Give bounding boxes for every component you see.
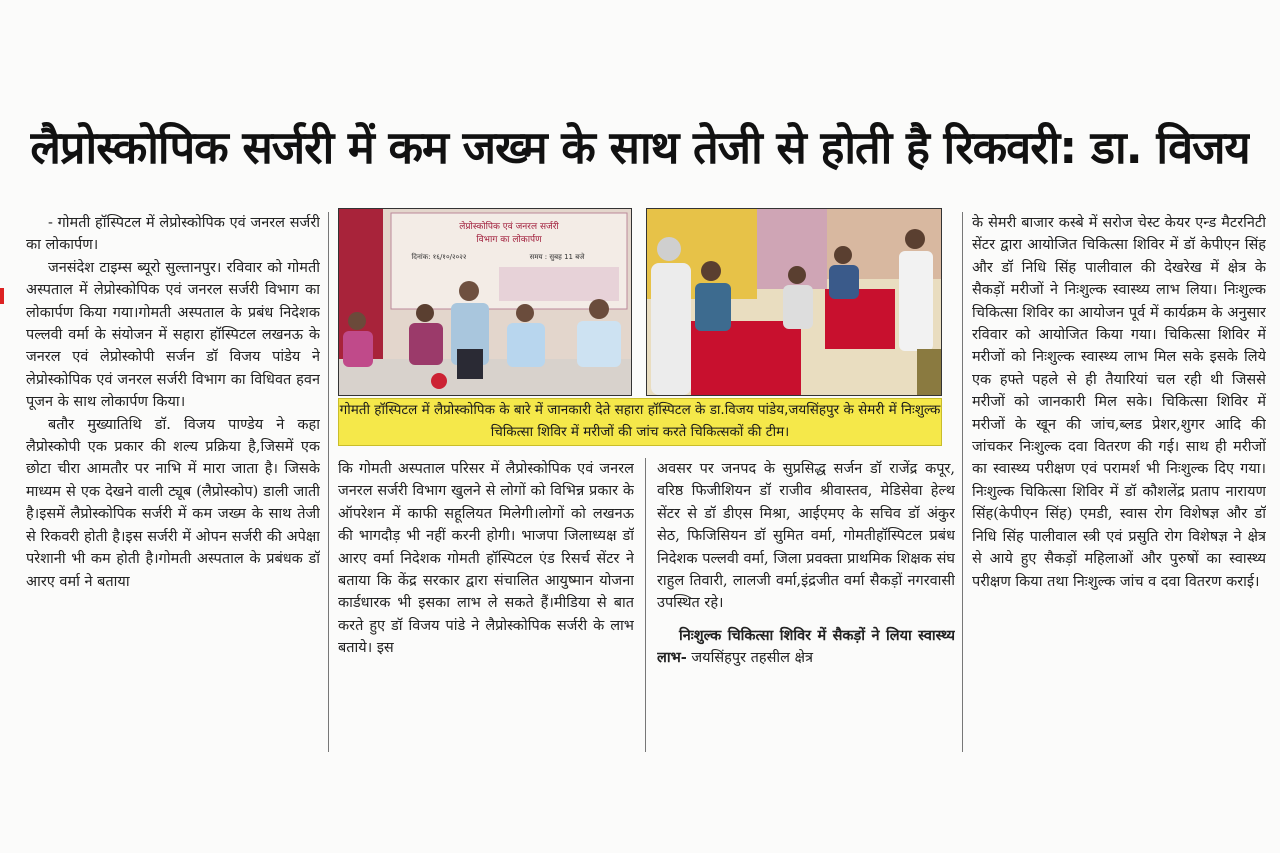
article-column-2 (338, 458, 634, 752)
banner-text: दिनांक: १६/१०/२०२२ (411, 253, 467, 261)
article-text: जयसिंहपुर तहसील क्षेत्र (686, 650, 813, 667)
table-cover-shape (691, 321, 801, 395)
column-divider (328, 212, 329, 752)
inauguration-photo-drawing (339, 209, 631, 395)
health-camp-photo (646, 208, 942, 396)
article-paragraph: के सेमरी बाजार कस्बे में सरोज चेस्ट केयर एन्ड मैटरनिटी सेंटर द्वारा आयोजित चिकित्सा शिविर में डॉ केपीएन सिंह और डॉ निधि सिंह पालीवाल की देखरेख में क्षेत्र के सैकड़ों मरीजों ने निःशुल्क स्वास्थ्य लाभ लिया। निःशुल्क चिकित्सा शिविर का आयोजन पूर्व में कार्यक्रम के अनुसार रविवार को आयोजित किया गया। चिकित्सा शिविर में मरीजों को निःशुल्क स्वास्थ्य लाभ मिल सके इसके लिये एक हफ्ते पहले से ही तैयारियां चल रही थी जिससे मरीजों को जानकारी मिल सके। चिकित्सा शिविर में मरीजों के खून की जांच,ब्लड प्रेशर,शुगर आदि की जांचकर निःशुल्क दवा वितरण की गई। साथ ही मरीजों का स्वास्थ्य परीक्षण एवं परामर्श भी निःशुल्क दिए गया।निःशुल्क चिकित्सा शिविर में डॉ कौशलेंद्र प्रताप नारायण सिंह(केपीएन सिंह) एमडी, स्वास रोग विशेषज्ञ और डॉ निधि सिंह पालीवाल स्त्री एवं प्रसुति रोग विशेषज्ञ ने क्षेत्र से आये हुए सैकड़ों महिलाओं और पुरुषों का स्वास्थ्य परीक्षण किया तथा निःशुल्क जांच व दवा वितरण कराई। (972, 215, 1266, 590)
column-divider (962, 212, 963, 752)
article-paragraph: बतौर मुख्यातिथि डॉ. विजय पाण्डेय ने कहा लैप्रोस्कोपी एक प्रकार की शल्य प्रक्रिया है,जिसमें एक छोटा चीरा आमतौर पर नाभि में मारा जाता है। जिसके माध्यम से एक देखने वाली ट्यूब (लैप्रोस्कोप) डाली जाती है।इसमें लैप्रोस्कोपिक सर्जरी में कम जख्म के साथ तेजी से रिकवरी होती है।इस सर्जरी में ओपन सर्जरी की अपेक्षा परेशानी भी कम होती है।गोमती अस्पताल के प्रबंधक डॉ आरए वर्मा ने बताया (26, 416, 320, 590)
banner-text: लेप्रोस्कोपिक एवं जनरल सर्जरी (459, 222, 559, 232)
subheading: निःशुल्क चिकित्सा शिविर में सैकड़ों ने लिया स्वास्थ्य लाभ- (657, 626, 955, 667)
banner-panel (499, 267, 619, 301)
article-summary: - गोमती हॉस्पिटल में लेप्रोस्कोपिक एवं जनरल सर्जरी का लोकार्पण। (26, 215, 320, 254)
edge-marker (0, 288, 4, 304)
banner-text: समय : सुबह 11 बजे (529, 253, 585, 261)
photo-caption: गोमती हॉस्पिटल में लैप्रोस्कोपिक के बारे में जानकारी देते सहारा हॉस्पिटल के डा.विजय पांडेय,जयसिंहपुर के सेमरी में निःशुल्क चिकित्सा शिविर में मरीजों की जांच करते चिकित्सकों की टीम। (338, 398, 942, 446)
headline: लैप्रोस्कोपिक सर्जरी में कम जख्म के साथ तेजी से होती है रिकवरी: डा. विजय (30, 121, 1250, 174)
column-divider (645, 458, 646, 752)
health-camp-photo-drawing (647, 209, 941, 395)
article-column-3 (657, 458, 955, 752)
article-paragraph (657, 625, 955, 670)
banner-text: विभाग का लोकार्पण (476, 235, 542, 245)
flower-shape (431, 373, 447, 389)
inauguration-photo (338, 208, 632, 396)
article-column-1 (26, 212, 320, 752)
article-paragraph: जनसंदेश टाइम्स ब्यूरो सुल्तानपुर। रविवार को गोमती अस्पताल में लेप्रोस्कोपिक एवं जनरल सर्जरी विभाग का लोकार्पण किया गया।गोमती अस्पताल के प्रबंध निदेशक पल्लवी वर्मा के संयोजन में सहारा हॉस्पिटल लखनऊ के जनरल एवं लेप्रोस्कोपी सर्जन डॉ विजय पांडेय ने लेप्रोस्कोपिक एवं जनरल सर्जरी विभाग का विधिवत हवन पूजन के साथ लोकार्पण किया। (26, 259, 320, 411)
article-paragraph: अवसर पर जनपद के सुप्रसिद्ध सर्जन डॉ राजेंद्र कपूर, वरिष्ठ फिजीशियन डॉ राजीव श्रीवास्तव, मेडिसेवा हेल्थ सेंटर से डॉ डीएस मिश्रा, आईएमए के सचिव डॉ अंकुर सेठ, फिजिसियन डॉ सुमित वर्मा, गोमतीहॉस्पिटल प्रबंध निदेशक पल्लवी वर्मा, जिला प्रवक्ता प्राथमिक शिक्षक संघ राहुल तिवारी, लालजी वर्मा,इंद्रजीत वर्मा सैकड़ों नगरवासी उपस्थित रहे। (657, 461, 955, 612)
article-column-4 (972, 212, 1266, 752)
article-paragraph: कि गोमती अस्पताल परिसर में लैप्रोस्कोपिक एवं जनरल जनरल सर्जरी विभाग खुलने से लोगों को विभिन्न प्रकार के ऑपरेशन में काफी सहूलियत मिलेगी।लोगों को लखनऊ की भागदौड़ भी नहीं करनी होगी। भाजपा जिलाध्यक्ष डॉ आरए वर्मा निदेशक गोमती हॉस्पिटल एंड रिसर्च सेंटर ने बताया कि केंद्र सरकार द्वारा संचालित आयुष्मान योजना कार्डधारक भी इसका लाभ ले सकते हैं।मीडिया से बात करते हुए डॉ विजय पांडे ने लैप्रोस्कोपिक सर्जरी के लाभ बताये। इस (338, 461, 634, 657)
